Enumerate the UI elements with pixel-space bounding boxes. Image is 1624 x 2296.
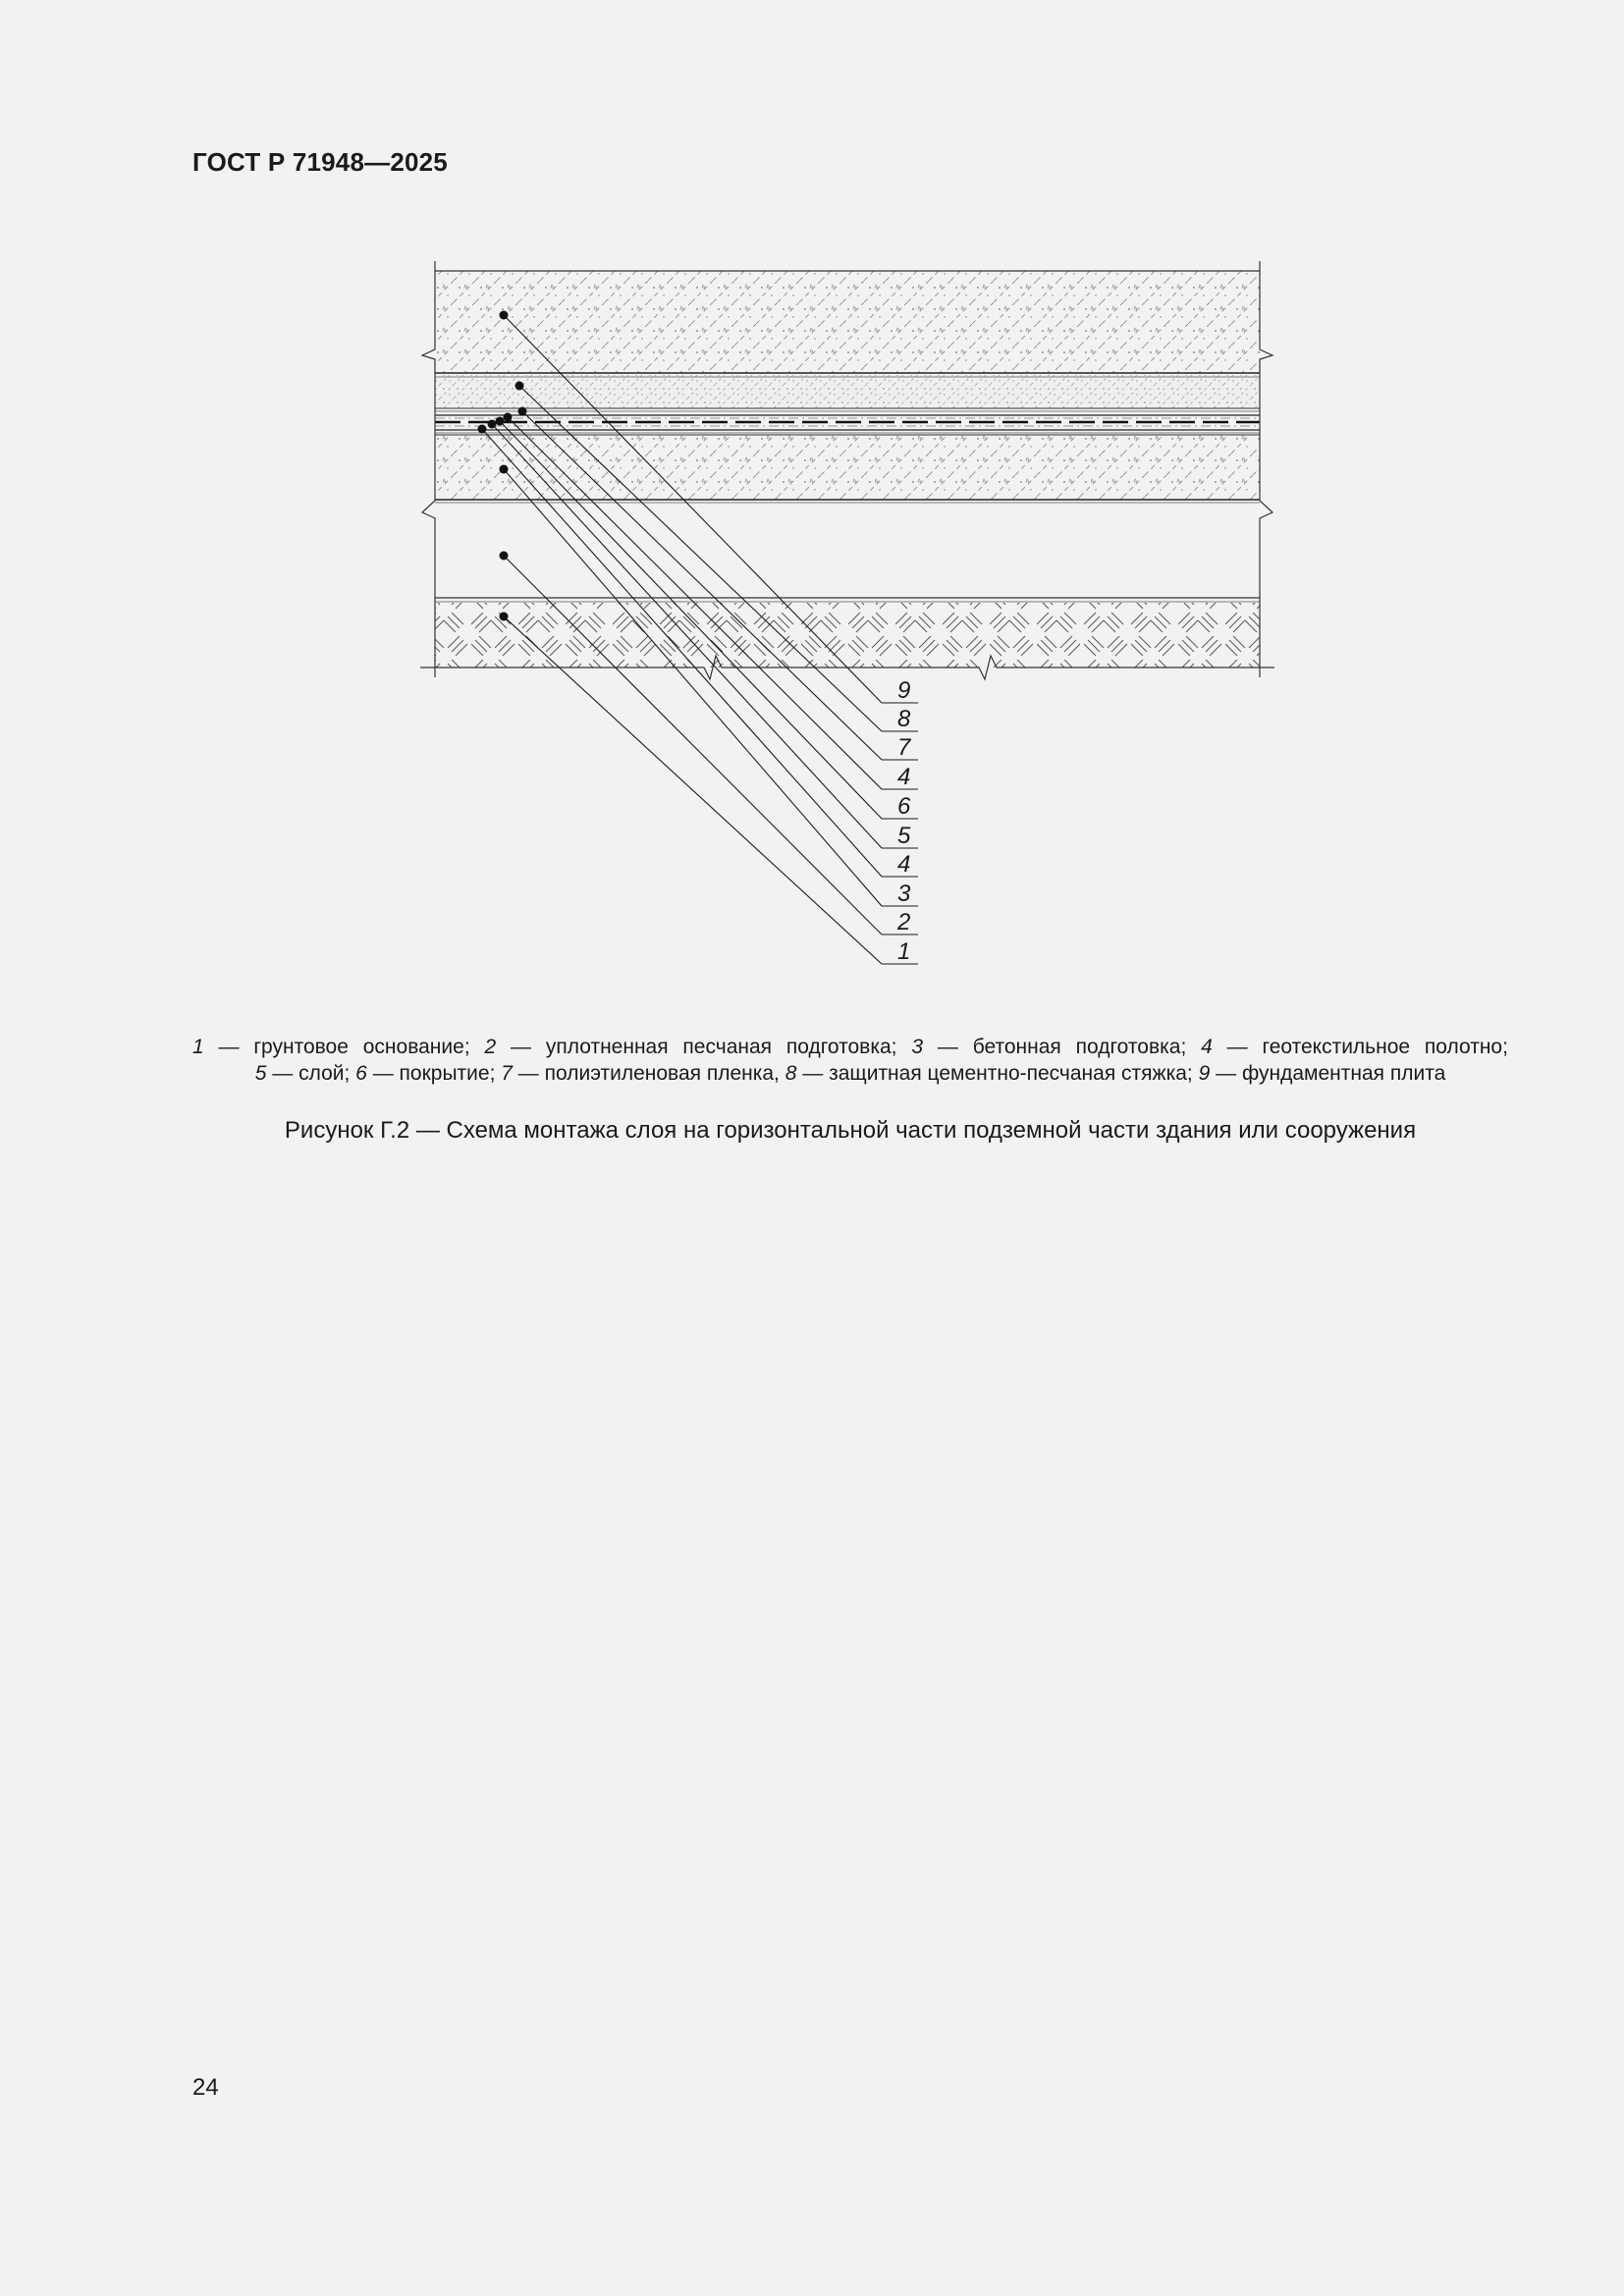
legend-item-number: 8 <box>785 1062 797 1085</box>
callout-label-4-upper: 4 <box>897 764 911 790</box>
layer-membrane-stack <box>435 408 1260 433</box>
legend-item-text: защитная цементно-песчаная стяжка; <box>829 1062 1193 1085</box>
layer-section-diagram <box>0 0 1624 991</box>
callout-label-4-lower: 4 <box>897 851 911 878</box>
legend-item-number: 7 <box>501 1062 513 1085</box>
callout-label-9: 9 <box>897 677 911 704</box>
legend-dash: — <box>372 1062 394 1085</box>
legend-line-1 <box>192 1034 1508 1060</box>
callout-label-7: 7 <box>897 734 911 761</box>
legend-dash: — <box>272 1062 294 1085</box>
legend-item-1 <box>192 1036 470 1058</box>
legend-dash: — <box>802 1062 824 1085</box>
figure-caption: Рисунок Г.2 — Схема монтажа слоя на горизонтальной части подземной части здания или сооружения <box>284 1117 1417 1144</box>
legend-item-number: 9 <box>1198 1062 1211 1085</box>
legend-item-4 <box>1201 1036 1508 1058</box>
legend-item-text: грунтовое основание; <box>253 1036 470 1058</box>
legend-dash: — <box>511 1036 532 1058</box>
legend-item-6 <box>355 1062 495 1085</box>
callout-label-2: 2 <box>897 909 911 935</box>
legend-item-3 <box>911 1036 1186 1058</box>
legend-item-text: покрытие; <box>399 1062 496 1085</box>
legend-item-9 <box>1199 1062 1446 1085</box>
legend-item-text: геотекстильное полотно; <box>1262 1036 1508 1058</box>
layer-compacted-sand <box>435 504 1260 598</box>
figure-legend <box>192 1034 1508 1087</box>
legend-item-number: 3 <box>911 1036 924 1058</box>
legend-line-2 <box>192 1060 1508 1087</box>
legend-item-text: слой; <box>298 1062 351 1085</box>
legend-dash: — <box>218 1036 240 1058</box>
callout-label-5: 5 <box>897 823 911 849</box>
legend-dash: — <box>937 1036 958 1058</box>
legend-item-number: 1 <box>192 1036 204 1058</box>
callout-label-8: 8 <box>897 706 911 732</box>
callout-label-6: 6 <box>897 793 911 820</box>
legend-item-text: уплотненная песчаная подготовка; <box>545 1036 897 1058</box>
legend-item-text: полиэтиленовая пленка, <box>544 1062 780 1085</box>
legend-item-text: бетонная подготовка; <box>972 1036 1187 1058</box>
legend-item-5 <box>255 1062 351 1085</box>
layer-foundation-slab <box>435 271 1260 373</box>
legend-item-number: 5 <box>254 1062 267 1085</box>
legend-item-7 <box>501 1062 780 1085</box>
legend-item-number: 2 <box>484 1036 497 1058</box>
legend-dash: — <box>517 1062 539 1085</box>
layer-soil-base <box>435 603 1260 667</box>
callout-label-1: 1 <box>897 938 911 965</box>
legend-item-2 <box>485 1036 897 1058</box>
legend-dash: — <box>1216 1062 1237 1085</box>
legend-item-text: фундаментная плита <box>1241 1062 1446 1085</box>
layer-protective-screed <box>435 375 1260 408</box>
callout-label-3: 3 <box>897 881 911 907</box>
legend-item-number: 6 <box>355 1062 367 1085</box>
legend-item-number: 4 <box>1201 1036 1213 1058</box>
document-header: ГОСТ Р 71948—2025 <box>192 147 448 177</box>
legend-item-8 <box>785 1062 1193 1085</box>
page-number: 24 <box>192 2074 219 2101</box>
legend-dash: — <box>1226 1036 1248 1058</box>
